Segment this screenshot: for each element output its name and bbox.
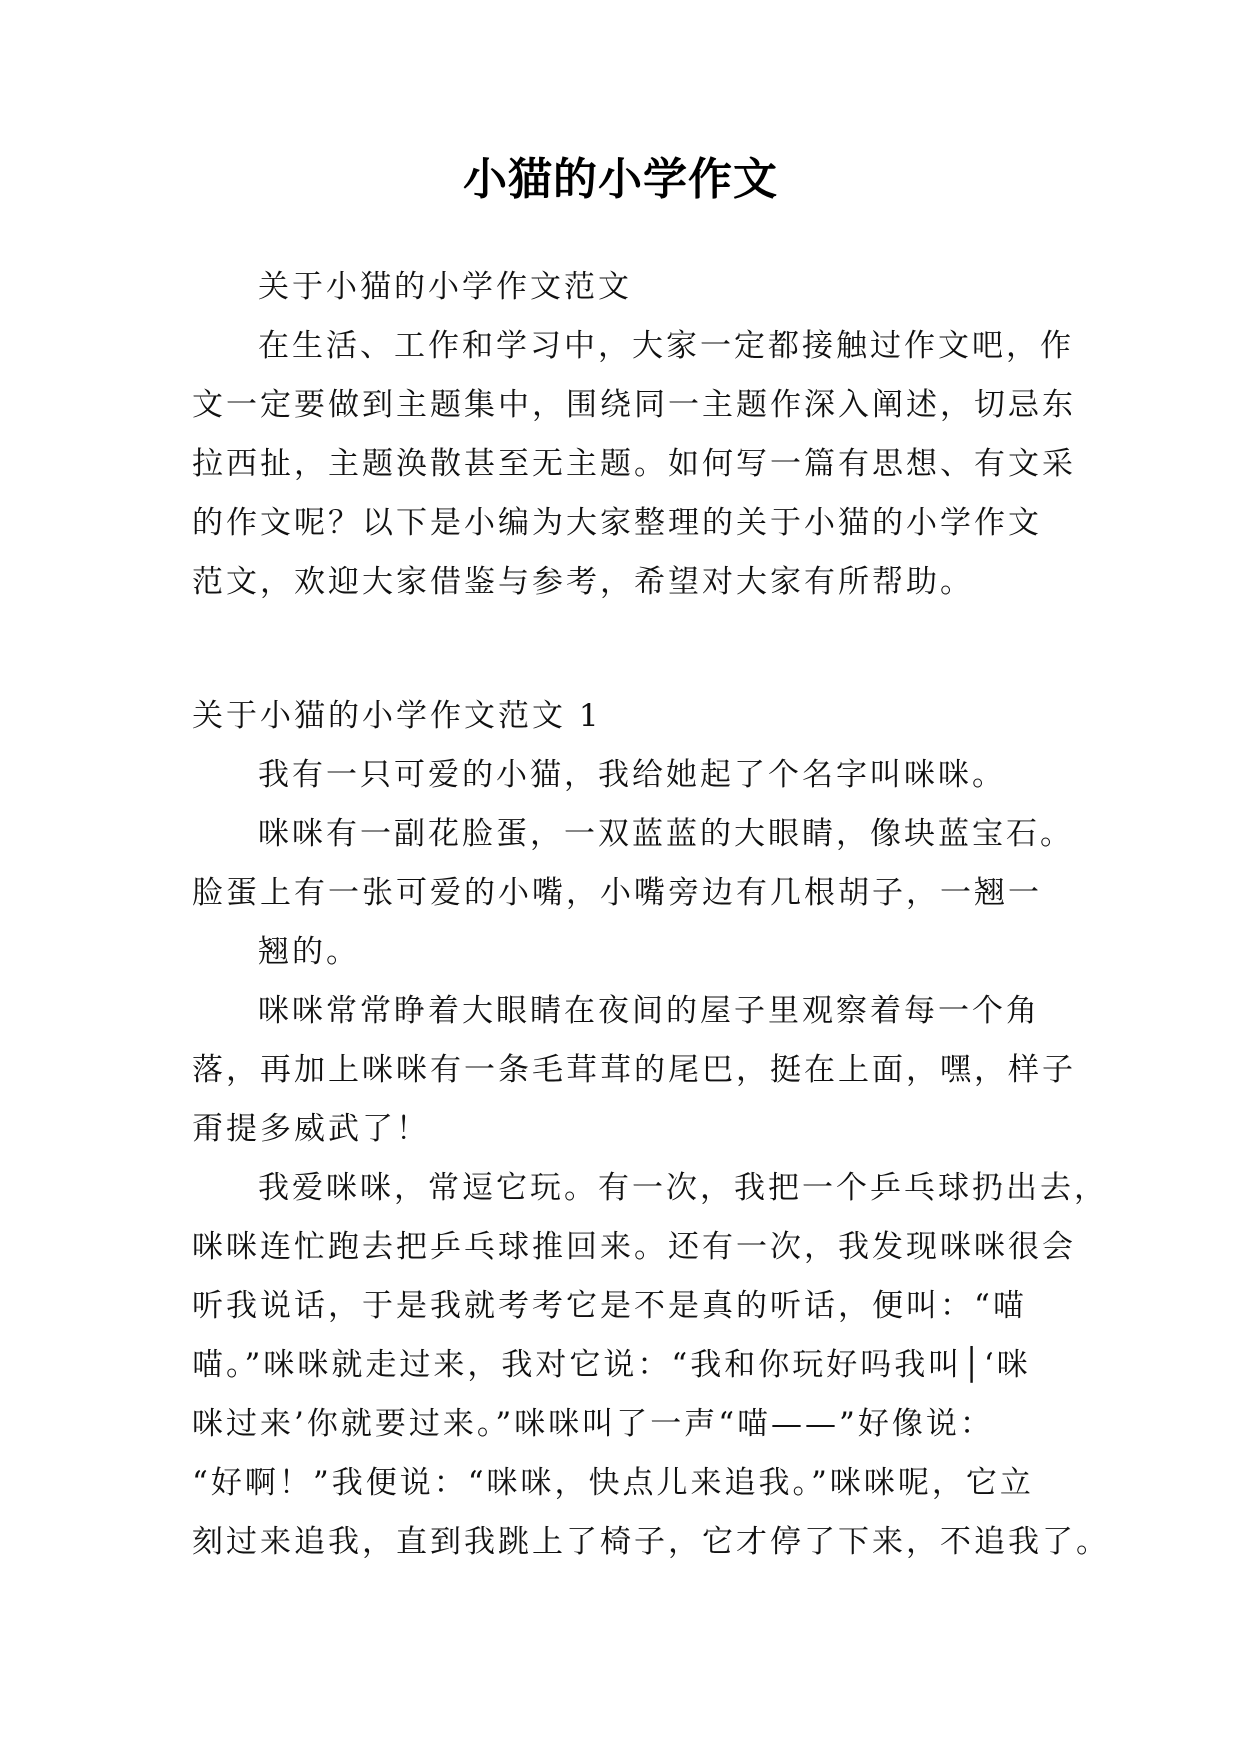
essay-paragraph-line: 脸蛋上有一张可爱的小嘴，小嘴旁边有几根胡子，一翘一: [192, 875, 1042, 911]
intro-paragraph-line: 拉西扯，主题涣散甚至无主题。如何写一篇有思想、有文采: [192, 446, 1076, 482]
section-spacer: [192, 612, 1092, 687]
essay-paragraph-line: 听我说话，于是我就考考它是不是真的听话，便叫：“喵: [192, 1288, 1027, 1324]
document-title: 小猫的小学作文: [463, 154, 778, 205]
essay-paragraph-line: 我爱咪咪，常逗它玩。有一次，我把一个乒乓球扔出去，: [258, 1170, 1108, 1206]
essay-paragraph-line: 咪咪有一副花脸蛋，一双蓝蓝的大眼睛，像块蓝宝石。: [258, 816, 1074, 852]
intro-paragraph-line: 范文，欢迎大家借鉴与参考，希望对大家有所帮助。: [192, 564, 974, 600]
document-body: [192, 258, 1110, 1572]
intro-heading: 关于小猫的小学作文范文: [258, 269, 632, 305]
essay-paragraph-line: 咪过来’你就要过来。”咪咪叫了一声“喵——”好像说：: [192, 1406, 994, 1442]
intro-paragraph-line: 在生活、工作和学习中，大家一定都接触过作文吧，作: [258, 328, 1074, 364]
essay-paragraph-line: 喵。”咪咪就走过来，我对它说：“我和你玩好吗我叫│‘咪: [192, 1347, 1031, 1383]
essay-paragraph-line: 翘的。: [258, 934, 360, 970]
intro-paragraph-line: 文一定要做到主题集中，围绕同一主题作深入阐述，切忌东: [192, 387, 1076, 423]
essay-paragraph-line: 刻过来追我，直到我跳上了椅子，它才停了下来，不追我了。: [192, 1524, 1110, 1560]
essay-paragraph-line: 我有一只可爱的小猫，我给她起了个名字叫咪咪。: [258, 757, 1006, 793]
essay-paragraph-line: 甭提多威武了！: [192, 1111, 430, 1147]
intro-paragraph-line: 的作文呢？以下是小编为大家整理的关于小猫的小学作文: [192, 505, 1042, 541]
essay-heading: 关于小猫的小学作文范文 1: [192, 698, 602, 734]
essay-paragraph-line: 咪咪连忙跑去把乒乓球推回来。还有一次，我发现咪咪很会: [192, 1229, 1076, 1265]
essay-paragraph-line: “好啊！”我便说：“咪咪，快点儿来追我。”咪咪呢，它立: [192, 1465, 1034, 1501]
essay-paragraph-line: 咪咪常常睁着大眼睛在夜间的屋子里观察着每一个角: [258, 993, 1040, 1029]
essay-paragraph-line: 落，再加上咪咪有一条毛茸茸的尾巴，挺在上面，嘿，样子: [192, 1052, 1076, 1088]
